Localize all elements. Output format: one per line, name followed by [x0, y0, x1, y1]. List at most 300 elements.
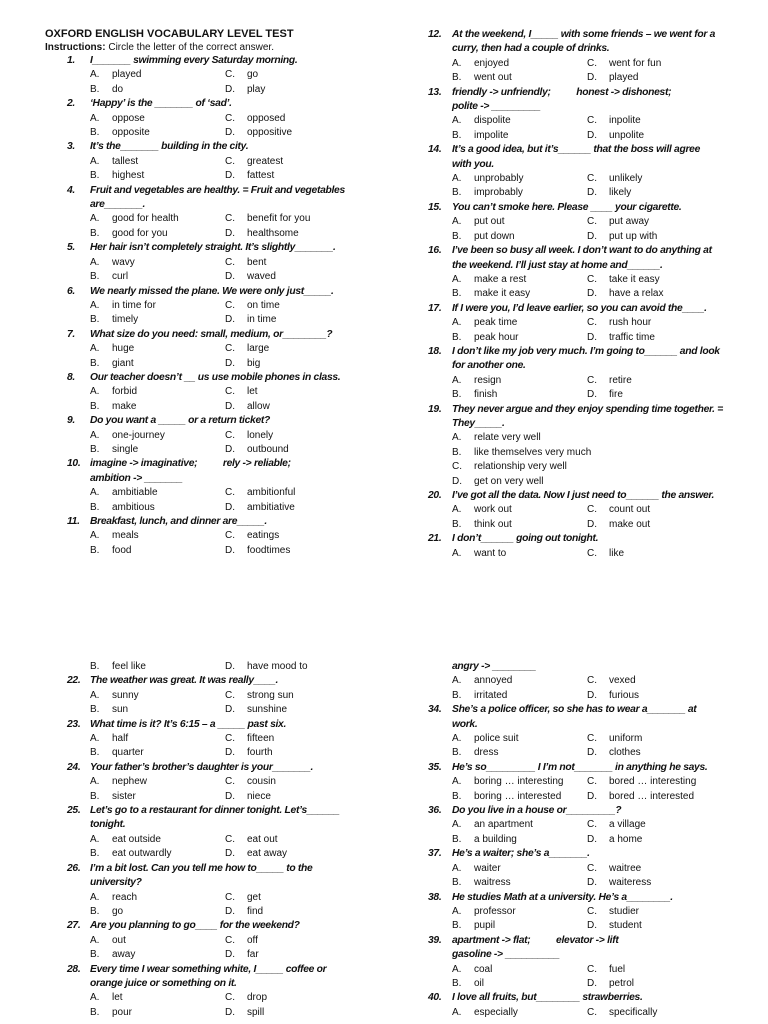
answer-option[interactable] [225, 732, 375, 746]
answer-option[interactable] [225, 544, 375, 558]
option-text: coal [474, 963, 493, 975]
answer-option[interactable] [90, 256, 225, 270]
answer-option[interactable] [587, 273, 737, 287]
answer-option[interactable] [225, 256, 375, 270]
option-letter: A. [452, 173, 462, 185]
answer-option[interactable] [90, 660, 225, 674]
answer-option[interactable] [90, 833, 225, 847]
answer-option[interactable] [452, 876, 587, 890]
answer-option[interactable] [452, 1006, 587, 1020]
answer-option[interactable] [225, 112, 375, 126]
question-item [45, 761, 375, 804]
answer-option[interactable] [90, 703, 225, 717]
answer-option[interactable] [587, 746, 737, 760]
option-letter: D. [225, 747, 235, 759]
answer-option[interactable] [90, 891, 225, 905]
answer-option[interactable] [225, 443, 375, 457]
answer-option[interactable] [587, 862, 737, 876]
option-letter: D. [225, 501, 235, 513]
question-stem [420, 847, 750, 861]
answer-option[interactable] [225, 891, 375, 905]
answer-option[interactable] [452, 273, 587, 287]
answer-option[interactable] [225, 429, 375, 443]
answer-option[interactable] [452, 129, 587, 143]
answer-option[interactable] [452, 674, 587, 688]
answer-option[interactable] [225, 703, 375, 717]
question-text: orange juice or something on it. [90, 977, 237, 989]
answer-option[interactable] [90, 847, 225, 861]
question-number: 13. [428, 86, 442, 98]
option-text: timely [112, 314, 139, 326]
answer-option[interactable] [587, 689, 737, 703]
answer-option[interactable] [452, 172, 587, 186]
worksheet-page-2 [0, 640, 768, 1024]
option-text: retire [609, 374, 632, 386]
answer-option[interactable] [587, 775, 737, 789]
answer-options [420, 963, 750, 992]
answer-options [45, 155, 375, 184]
question-stem [45, 241, 375, 255]
answer-options [45, 891, 375, 920]
option-letter: C. [225, 343, 235, 355]
answer-option[interactable] [225, 847, 375, 861]
question-text: friendly -> unfriendly; honest -> dishonest; [452, 86, 672, 98]
answer-option[interactable] [225, 1006, 375, 1020]
question-item [45, 919, 375, 962]
answer-option[interactable] [587, 790, 737, 804]
option-text: put away [609, 216, 650, 228]
question-number: 11. [67, 516, 80, 527]
question-text: are_______. [90, 199, 146, 211]
option-text: have a relax [609, 288, 664, 300]
question-number: 14. [428, 144, 442, 156]
question-stem [420, 100, 750, 114]
question-text: She’s a police officer, so she has to wear a_______ at [452, 704, 697, 716]
answer-option[interactable] [225, 660, 375, 674]
option-letter: D. [587, 747, 597, 759]
answer-option[interactable] [587, 919, 737, 933]
answer-option[interactable] [90, 270, 225, 284]
question-item [420, 934, 750, 992]
option-letter: B. [90, 790, 100, 802]
answer-option[interactable] [90, 227, 225, 241]
answer-option[interactable] [90, 83, 225, 97]
option-text: think out [474, 518, 512, 530]
option-text: furious [609, 689, 640, 701]
question-text: university? [90, 877, 142, 889]
answer-option[interactable] [452, 388, 587, 402]
answer-options [45, 486, 375, 515]
option-text: find [247, 905, 264, 917]
question-number: 38. [428, 891, 442, 903]
option-letter: A. [452, 374, 462, 386]
option-text: fourth [247, 747, 273, 759]
answer-option[interactable] [452, 431, 737, 445]
answer-option[interactable] [90, 501, 225, 515]
option-text: put out [474, 216, 505, 228]
answer-option[interactable] [587, 71, 737, 85]
answer-option[interactable] [587, 963, 737, 977]
answer-option[interactable] [90, 689, 225, 703]
option-text: opposite [112, 127, 150, 139]
option-letter: C. [225, 992, 235, 1004]
option-letter: D. [587, 331, 597, 343]
option-letter: C. [587, 819, 597, 831]
option-text: went out [474, 72, 512, 84]
question-text: gasoline -> __________ [452, 949, 560, 961]
option-text: especially [474, 1006, 518, 1018]
answer-option[interactable] [90, 400, 225, 414]
option-text: eat out [247, 833, 278, 845]
question-number: 15. [428, 201, 442, 213]
answer-option[interactable] [90, 68, 225, 82]
option-letter: A. [90, 891, 100, 903]
answer-option[interactable] [452, 230, 587, 244]
answer-options [420, 732, 750, 761]
answer-option[interactable] [225, 486, 375, 500]
answer-option[interactable] [587, 977, 737, 991]
option-text: peak hour [474, 331, 519, 343]
question-item [420, 991, 750, 1020]
answer-option[interactable] [452, 446, 737, 460]
answer-option[interactable] [225, 169, 375, 183]
question-stem [420, 718, 750, 732]
answer-option[interactable] [587, 876, 737, 890]
answer-option[interactable] [587, 905, 737, 919]
option-text: impolite [474, 129, 509, 141]
answer-option[interactable] [452, 114, 587, 128]
answer-option[interactable] [90, 486, 225, 500]
option-letter: D. [587, 877, 597, 889]
answer-option[interactable] [90, 544, 225, 558]
option-letter: A. [90, 69, 100, 81]
answer-option[interactable] [587, 129, 737, 143]
answer-option[interactable] [587, 287, 737, 301]
option-letter: C. [225, 833, 235, 845]
option-letter: A. [90, 429, 100, 441]
answer-option[interactable] [452, 287, 587, 301]
answer-option[interactable] [452, 460, 737, 474]
option-letter: D. [587, 689, 597, 701]
option-text: sun [112, 704, 129, 716]
answer-option[interactable] [587, 1006, 737, 1020]
answer-option[interactable] [225, 357, 375, 371]
option-letter: C. [225, 891, 235, 903]
answer-option[interactable] [452, 316, 587, 330]
option-letter: B. [90, 170, 100, 182]
option-letter: C. [587, 776, 597, 788]
option-text: annoyed [474, 675, 513, 687]
question-number: 27. [67, 920, 81, 932]
answer-option[interactable] [225, 775, 375, 789]
answer-option[interactable] [90, 443, 225, 457]
question-item [45, 515, 375, 558]
question-stem [420, 259, 750, 273]
answer-option[interactable] [587, 833, 737, 847]
answer-option[interactable] [452, 475, 737, 489]
answer-option[interactable] [225, 68, 375, 82]
answer-option[interactable] [90, 948, 225, 962]
answer-option[interactable] [587, 503, 737, 517]
option-letter: A. [90, 530, 100, 542]
answer-option[interactable] [90, 212, 225, 226]
answer-option[interactable] [225, 790, 375, 804]
option-letter: D. [587, 518, 597, 530]
option-letter: C. [225, 213, 235, 225]
answer-option[interactable] [452, 732, 587, 746]
answer-option[interactable] [225, 689, 375, 703]
question-text: imagine -> imaginative; rely -> reliable; [90, 458, 291, 470]
option-letter: D. [587, 389, 597, 401]
answer-option[interactable] [225, 342, 375, 356]
answer-option[interactable] [452, 905, 587, 919]
option-letter: A. [452, 547, 462, 559]
answer-option[interactable] [452, 818, 587, 832]
question-stem [420, 86, 750, 100]
answer-option[interactable] [90, 112, 225, 126]
option-letter: B. [90, 544, 100, 556]
option-text: played [112, 69, 142, 81]
option-letter: A. [90, 776, 100, 788]
question-number: 9. [67, 415, 75, 427]
answer-option[interactable] [225, 83, 375, 97]
answer-option[interactable] [225, 313, 375, 327]
answer-option[interactable] [225, 746, 375, 760]
answer-option[interactable] [225, 270, 375, 284]
answer-option[interactable] [587, 172, 737, 186]
answer-option[interactable] [90, 155, 225, 169]
answer-options [420, 674, 750, 703]
answer-option[interactable] [587, 57, 737, 71]
question-text: I_______ swimming every Saturday morning. [90, 55, 298, 66]
answer-option[interactable] [452, 833, 587, 847]
answer-option[interactable] [225, 155, 375, 169]
answer-option[interactable] [452, 57, 587, 71]
question-list [45, 54, 375, 558]
question-number: 10. [67, 458, 81, 470]
answer-option[interactable] [452, 862, 587, 876]
answer-option[interactable] [225, 991, 375, 1005]
question-stem [45, 371, 375, 385]
answer-option[interactable] [90, 429, 225, 443]
answer-option[interactable] [225, 501, 375, 515]
answer-option[interactable] [90, 775, 225, 789]
answer-option[interactable] [587, 374, 737, 388]
option-letter: D. [587, 230, 597, 242]
question-text: It’s the_______ building in the city. [90, 141, 249, 153]
answer-option[interactable] [452, 775, 587, 789]
question-item [45, 457, 375, 515]
answer-option[interactable] [225, 948, 375, 962]
option-letter: A. [90, 155, 100, 167]
option-letter: C. [225, 487, 235, 499]
answer-options [420, 503, 750, 532]
answer-option[interactable] [90, 342, 225, 356]
option-letter: B. [90, 661, 100, 672]
answer-option[interactable] [90, 169, 225, 183]
question-text: The weather was great. It was really____. [90, 675, 279, 687]
option-text: quarter [112, 747, 144, 759]
option-letter: C. [225, 256, 235, 268]
option-letter: D. [225, 357, 235, 369]
question-text: Every time I wear something white, I_____ coffee or [90, 963, 327, 975]
answer-options [45, 775, 375, 804]
option-text: get [247, 891, 261, 903]
answer-option[interactable] [587, 331, 737, 345]
answer-option[interactable] [587, 316, 737, 330]
option-text: opposed [247, 112, 286, 124]
question-number: 3. [67, 141, 75, 153]
answer-option[interactable] [587, 547, 737, 561]
answer-option[interactable] [90, 357, 225, 371]
answer-options [420, 57, 750, 86]
answer-options [420, 862, 750, 891]
answer-option[interactable] [452, 331, 587, 345]
option-text: highest [112, 170, 145, 182]
answer-option[interactable] [452, 71, 587, 85]
option-text: on time [247, 299, 280, 311]
option-letter: A. [452, 273, 462, 285]
option-letter: A. [452, 504, 462, 516]
answer-option[interactable] [587, 388, 737, 402]
option-letter: A. [452, 733, 462, 745]
option-text: specifically [609, 1006, 658, 1018]
answer-option[interactable] [587, 732, 737, 746]
option-letter: D. [452, 475, 462, 487]
answer-options [420, 818, 750, 847]
option-letter: B. [452, 389, 462, 401]
answer-option[interactable] [90, 299, 225, 313]
answer-option[interactable] [90, 934, 225, 948]
question-item [420, 847, 750, 890]
option-text: fifteen [247, 733, 275, 745]
answer-option[interactable] [90, 1006, 225, 1020]
answer-option[interactable] [452, 977, 587, 991]
answer-option[interactable] [90, 313, 225, 327]
question-number: 34. [428, 704, 442, 716]
answer-option[interactable] [90, 991, 225, 1005]
answer-option[interactable] [452, 503, 587, 517]
option-letter: A. [90, 934, 100, 946]
question-number: 39. [428, 934, 442, 946]
answer-option[interactable] [225, 227, 375, 241]
question-stem [420, 489, 750, 503]
answer-option[interactable] [452, 689, 587, 703]
answer-option[interactable] [90, 126, 225, 140]
answer-option[interactable] [587, 215, 737, 229]
question-text: for another one. [452, 360, 526, 372]
answer-option[interactable] [587, 674, 737, 688]
option-text: uniform [609, 733, 643, 745]
question-number: 5. [67, 242, 75, 254]
answer-option[interactable] [587, 818, 737, 832]
answer-option[interactable] [452, 374, 587, 388]
answer-options [45, 429, 375, 458]
option-text: dispolite [474, 115, 511, 127]
question-item [420, 244, 750, 302]
option-text: in time [247, 314, 277, 326]
answer-option[interactable] [225, 400, 375, 414]
answer-option[interactable] [452, 547, 587, 561]
option-letter: C. [225, 69, 235, 81]
question-stem [420, 158, 750, 172]
option-text: enjoyed [474, 57, 510, 69]
option-letter: C. [587, 115, 597, 127]
option-letter: C. [587, 273, 597, 285]
question-stem [45, 963, 375, 977]
option-letter: A. [452, 317, 462, 329]
answer-option[interactable] [452, 215, 587, 229]
option-letter: A. [452, 57, 462, 69]
answer-options [420, 273, 750, 302]
answer-options [45, 385, 375, 414]
option-letter: B. [90, 83, 100, 95]
answer-option[interactable] [587, 114, 737, 128]
question-item [420, 532, 750, 561]
instructions-label: Instructions: [45, 42, 106, 53]
answer-option[interactable] [225, 299, 375, 313]
answer-option[interactable] [452, 919, 587, 933]
option-text: like themselves very much [474, 446, 592, 458]
question-stem [45, 140, 375, 154]
option-letter: A. [90, 733, 100, 745]
option-text: waved [247, 271, 276, 283]
answer-option[interactable] [225, 126, 375, 140]
option-letter: B. [452, 747, 462, 759]
answer-option[interactable] [452, 518, 587, 532]
question-stem [420, 302, 750, 316]
question-item [45, 328, 375, 371]
answer-option[interactable] [90, 790, 225, 804]
answer-option[interactable] [225, 385, 375, 399]
question-item [45, 718, 375, 761]
answer-option[interactable] [225, 212, 375, 226]
answer-option[interactable] [90, 732, 225, 746]
option-letter: A. [452, 819, 462, 831]
answer-option[interactable] [225, 934, 375, 948]
answer-option[interactable] [90, 385, 225, 399]
answer-option[interactable] [90, 905, 225, 919]
answer-options [45, 689, 375, 718]
answer-option[interactable] [90, 529, 225, 543]
question-number: 6. [67, 285, 75, 297]
option-letter: A. [90, 386, 100, 398]
question-text: I’ve got all the data. Now I just need to______ the answer. [452, 490, 715, 501]
option-text: traffic time [609, 331, 655, 343]
answer-options [45, 112, 375, 141]
answer-option[interactable] [225, 905, 375, 919]
answer-option[interactable] [587, 518, 737, 532]
question-stem [420, 359, 750, 373]
answer-option[interactable] [225, 833, 375, 847]
question-item [420, 86, 750, 144]
answer-option[interactable] [452, 746, 587, 760]
option-letter: B. [90, 905, 100, 917]
option-letter: A. [90, 256, 100, 268]
answer-option[interactable] [587, 230, 737, 244]
option-text: eat outwardly [112, 848, 172, 860]
answer-option[interactable] [90, 746, 225, 760]
question-number: 25. [67, 805, 81, 817]
answer-option[interactable] [587, 186, 737, 200]
answer-option[interactable] [225, 529, 375, 543]
answer-option[interactable] [452, 963, 587, 977]
option-text: ambitious [112, 501, 155, 513]
answer-option[interactable] [452, 186, 587, 200]
answer-option[interactable] [452, 790, 587, 804]
question-text: Do you live in a house or_________? [452, 805, 622, 817]
option-letter: B. [90, 400, 100, 412]
